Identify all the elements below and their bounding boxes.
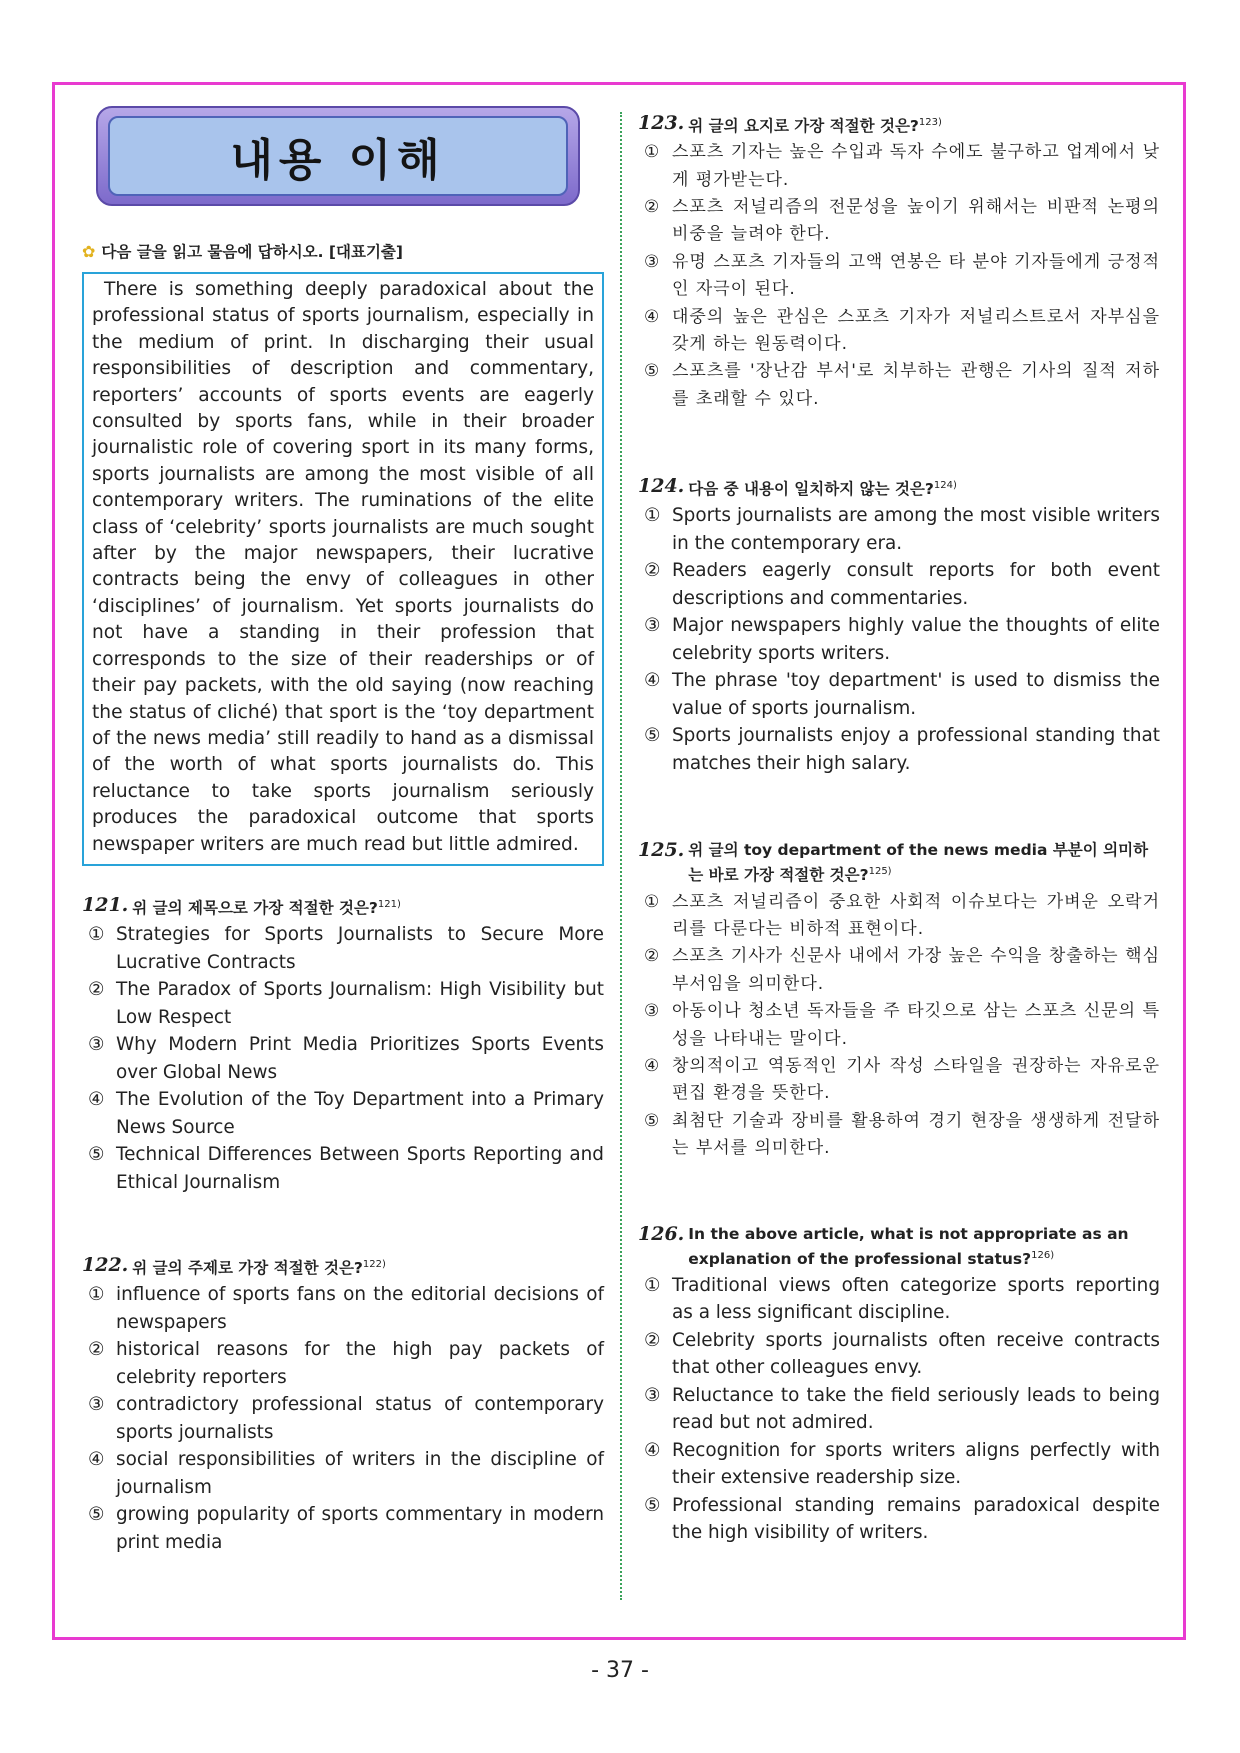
question-125	[638, 839, 1160, 1162]
option-mark: ②	[644, 946, 661, 967]
question-123	[638, 112, 1160, 413]
flower-icon: ✿	[82, 241, 96, 261]
option[interactable]	[638, 194, 1160, 249]
question-number: 126.	[638, 1222, 685, 1245]
instruction	[82, 240, 604, 262]
footnote-ref: 125)	[868, 866, 892, 878]
options-list	[82, 921, 604, 1196]
option-mark: ②	[644, 1329, 661, 1351]
option-text: 스포츠 기자는 높은 수입과 독자 수에도 불구하고 업계에서 낮게 평가받는다.	[672, 142, 1160, 190]
option-text: influence of sports fans on the editorial decisions of newspapers	[116, 1284, 604, 1333]
question-stem	[688, 839, 1160, 886]
instruction-text: 다음 글을 읽고 물음에 답하시오. [대표기출]	[101, 243, 403, 261]
option-text: The Paradox of Sports Journalism: High Visibility but Low Respect	[116, 979, 604, 1028]
left-column	[82, 106, 604, 1556]
option-text: 아동이나 청소년 독자들을 주 타깃으로 삼는 스포츠 신문의 특성을 나타내는 말이다.	[672, 1001, 1160, 1049]
options-list	[638, 139, 1160, 413]
option-mark: ⑤	[644, 725, 661, 747]
question-stem	[132, 1254, 604, 1279]
question-stem	[688, 112, 1160, 137]
option[interactable]	[638, 943, 1160, 998]
option-mark: ④	[644, 1055, 661, 1076]
question-124	[638, 475, 1160, 777]
option-mark: ②	[88, 1339, 105, 1361]
option-mark: ④	[644, 1439, 661, 1461]
option[interactable]	[638, 557, 1160, 612]
footnote-ref: 122)	[362, 1259, 386, 1271]
option[interactable]	[82, 1446, 604, 1501]
option[interactable]	[638, 998, 1160, 1053]
option-mark: ②	[644, 196, 661, 217]
question-header	[82, 894, 604, 919]
option-text: 최첨단 기술과 장비를 활용하여 경기 현장을 생생하게 전달하는 부서를 의미한다.	[672, 1110, 1160, 1159]
option[interactable]	[638, 1327, 1160, 1382]
option-text: The Evolution of the Toy Department into a Primary News Source	[116, 1089, 604, 1138]
option-text: Major newspapers highly value the thoughts of elite celebrity sports writers.	[672, 615, 1160, 664]
option-text: social responsibilities of writers in the discipline of journalism	[116, 1449, 604, 1498]
footnote-ref: 126)	[1031, 1249, 1055, 1261]
section-title-box	[96, 106, 580, 206]
question-stem-text: 위 글의 요지로 가장 적절한 것은?	[688, 117, 919, 136]
option-text: growing popularity of sports commentary in modern print media	[116, 1504, 604, 1553]
option-text: 스포츠를 '장난감 부서'로 치부하는 관행은 기사의 질적 저하를 초래할 수 있다.	[672, 361, 1160, 409]
option[interactable]	[82, 1501, 604, 1556]
option-mark: ⑤	[644, 1494, 661, 1516]
option-text: 유명 스포츠 기자들의 고액 연봉은 타 분야 기자들에게 긍정적인 자극이 된다.	[672, 251, 1160, 300]
option[interactable]	[638, 358, 1160, 413]
option[interactable]	[638, 1272, 1160, 1327]
option-text: Recognition for sports writers aligns perfectly with their extensive readership size.	[672, 1439, 1160, 1489]
option-text: 스포츠 저널리즘이 중요한 사회적 이슈보다는 가벼운 오락거리를 다룬다는 비하적 표현이다.	[672, 891, 1160, 939]
question-header	[638, 1223, 1160, 1270]
footnote-ref: 124)	[933, 480, 957, 492]
option[interactable]	[82, 1281, 604, 1336]
options-list	[82, 1281, 604, 1556]
option-mark: ④	[88, 1089, 105, 1111]
passage-box: There is something deeply paradoxical about the professional status of sports journalism, especially in the medium of print. In discharging their usual responsibilities of description and commentary, reporters’ accounts of sports events are eagerly consulted by sports fans, while in their broader journalistic role of covering sport in its many forms, sports journalists are among the most visible of all contemporary writers. The ruminations of the elite class of ‘celebrity’ sports journalists are much sought after by the major newspapers, their lucrative contracts being the envy of colleagues in other ‘disciplines’ of journalism. Yet sports journalists do not have a standing in their profession that corresponds to the size of their readerships or of their pay packets, with the old saying (now reaching the status of cliché) that sport is the ‘toy department of the news media’ still readily to hand as a dismissal of the worth of what sports journalists do. This reluctance to take sports journalism seriously produces the paradoxical outcome that sports newspaper writers are much read but little admired.	[82, 272, 604, 866]
option-mark: ①	[644, 891, 661, 912]
option[interactable]	[638, 889, 1160, 944]
option-mark: ①	[644, 142, 661, 163]
question-stem-text: 위 글의 제목으로 가장 적절한 것은?	[132, 899, 378, 918]
option-mark: ⑤	[644, 361, 661, 382]
options-list	[638, 1272, 1160, 1547]
option-mark: ③	[644, 1384, 661, 1406]
question-header	[638, 839, 1160, 886]
option[interactable]	[638, 667, 1160, 722]
question-stem-text: 다음 중 내용이 일치하지 않는 것은?	[688, 480, 934, 499]
option-text: Strategies for Sports Journalists to Secure More Lucrative Contracts	[116, 924, 604, 973]
question-number: 121.	[82, 893, 129, 916]
option-text: Sports journalists enjoy a professional standing that matches their high salary.	[672, 725, 1160, 774]
option[interactable]	[82, 1141, 604, 1196]
option-text: Technical Differences Between Sports Reporting and Ethical Journalism	[116, 1144, 604, 1193]
option-text: Professional standing remains paradoxical despite the high visibility of writers.	[672, 1494, 1160, 1544]
section-title-inner	[108, 116, 568, 196]
question-122	[82, 1254, 604, 1556]
option-text: contradictory professional status of contemporary sports journalists	[116, 1394, 604, 1443]
question-stem-text: 위 글의 주제로 가장 적절한 것은?	[132, 1259, 363, 1278]
question-number: 122.	[82, 1254, 129, 1277]
option-mark: ③	[644, 1001, 661, 1022]
option[interactable]	[638, 249, 1160, 304]
question-stem-text: 위 글의 toy department of the news media 부분이 의미하는 바로 가장 적절한 것은?	[688, 841, 1149, 885]
option-mark: ①	[644, 505, 661, 527]
option[interactable]	[638, 139, 1160, 194]
option[interactable]	[638, 502, 1160, 557]
option-text: Traditional views often categorize sports reporting as a less significant discipline.	[672, 1274, 1160, 1324]
option-mark: ③	[88, 1034, 105, 1056]
option-mark: ④	[644, 670, 661, 692]
option[interactable]	[638, 1437, 1160, 1492]
option-text: 스포츠 기사가 신문사 내에서 가장 높은 수익을 창출하는 핵심 부서임을 의미한다.	[672, 946, 1160, 994]
question-number: 123.	[638, 112, 685, 134]
option[interactable]	[638, 612, 1160, 667]
section-title: 내용 이해	[230, 135, 446, 186]
option[interactable]	[638, 722, 1160, 777]
options-list	[638, 889, 1160, 1163]
option-text: The phrase 'toy department' is used to dismiss the value of sports journalism.	[672, 670, 1160, 719]
option-text: Readers eagerly consult reports for both event descriptions and commentaries.	[672, 560, 1160, 609]
option-text: Reluctance to take the field seriously leads to being read but not admired.	[672, 1384, 1160, 1434]
option[interactable]	[638, 1053, 1160, 1108]
question-header	[638, 475, 1160, 500]
question-stem	[132, 894, 604, 919]
option[interactable]	[638, 304, 1160, 359]
option[interactable]	[82, 1336, 604, 1391]
option-text: historical reasons for the high pay packets of celebrity reporters	[116, 1339, 604, 1388]
option-mark: ②	[88, 979, 105, 1001]
option-mark: ③	[88, 1394, 105, 1416]
option-mark: ⑤	[88, 1504, 105, 1526]
option-mark: ⑤	[88, 1144, 105, 1166]
option[interactable]	[82, 1391, 604, 1446]
option[interactable]	[82, 976, 604, 1031]
option-text: Why Modern Print Media Prioritizes Sports Events over Global News	[116, 1034, 604, 1083]
option-mark: ③	[644, 615, 661, 637]
page-number: - 37 -	[591, 1658, 649, 1683]
footnote-ref: 121)	[377, 898, 401, 910]
option-mark: ①	[88, 1284, 105, 1306]
footnote-ref: 123)	[918, 117, 942, 128]
option-mark: ①	[644, 1274, 661, 1296]
question-number: 125.	[638, 839, 685, 862]
options-list	[638, 502, 1160, 777]
option[interactable]	[82, 921, 604, 976]
question-number: 124.	[638, 475, 685, 498]
option-mark: ④	[88, 1449, 105, 1471]
option-mark: ⑤	[644, 1110, 661, 1131]
option-text: Sports journalists are among the most visible writers in the contemporary era.	[672, 505, 1160, 554]
question-121	[82, 894, 604, 1196]
option[interactable]	[638, 1492, 1160, 1547]
option-text: 창의적이고 역동적인 기사 작성 스타일을 권장하는 자유로운 편집 환경을 뜻한다.	[672, 1055, 1160, 1104]
option[interactable]	[82, 1086, 604, 1141]
option[interactable]	[638, 1382, 1160, 1437]
option-text: 대중의 높은 관심은 스포츠 기자가 저널리스트로서 자부심을 갖게 하는 원동력이다.	[672, 306, 1160, 354]
option-mark: ①	[88, 924, 105, 946]
question-126	[638, 1223, 1160, 1547]
question-stem-text: In the above article, what is not appropriate as an explanation of the professional status?	[688, 1224, 1129, 1268]
question-stem	[688, 1223, 1160, 1270]
column-divider	[620, 112, 622, 1600]
option[interactable]	[82, 1031, 604, 1086]
option-text: 스포츠 저널리즘의 전문성을 높이기 위해서는 비판적 논평의 비중을 늘려야 한다.	[672, 196, 1160, 245]
question-header	[82, 1254, 604, 1279]
option[interactable]	[638, 1108, 1160, 1163]
option-mark: ②	[644, 560, 661, 582]
right-column	[638, 112, 1160, 1547]
question-header	[638, 112, 1160, 137]
question-stem	[688, 475, 1160, 500]
option-text: Celebrity sports journalists often receive contracts that other colleagues envy.	[672, 1329, 1160, 1379]
option-mark: ③	[644, 251, 661, 272]
option-mark: ④	[644, 306, 661, 327]
